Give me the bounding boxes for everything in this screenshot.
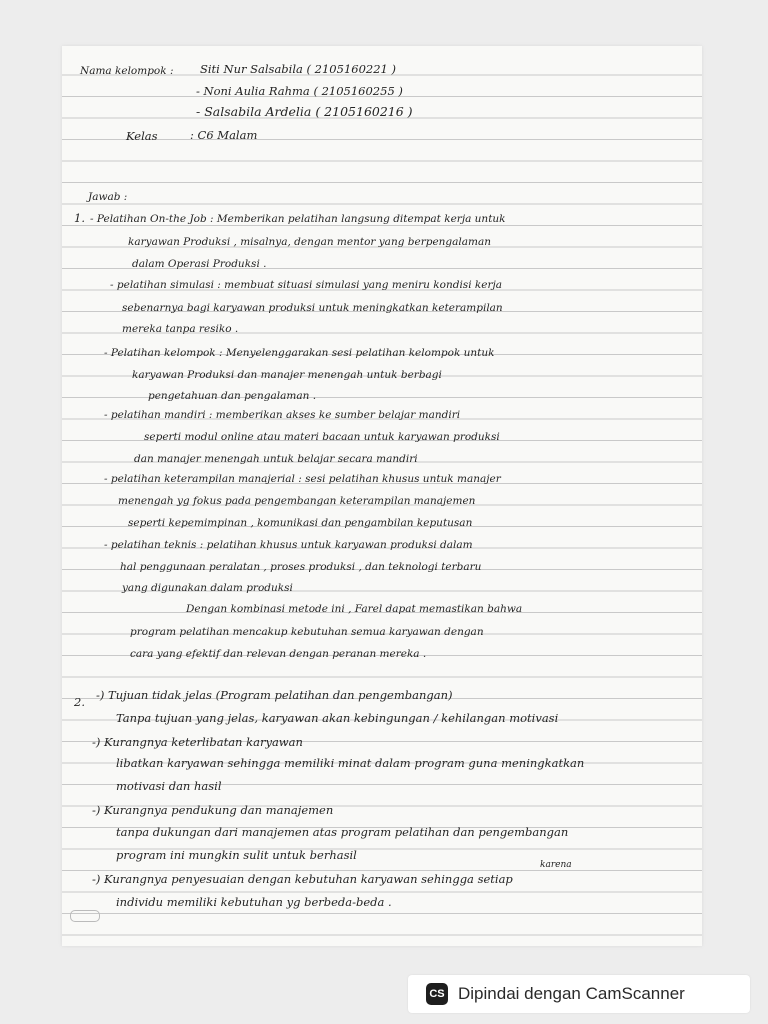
s1-line: program pelatihan mencakup kebutuhan semua karyawan dengan	[130, 626, 484, 638]
s1-line: dan manajer menengah untuk belajar secara mandiri	[134, 453, 418, 465]
answer-label: Jawab :	[88, 191, 128, 203]
camscanner-watermark	[408, 975, 750, 1013]
page-corner-mark	[70, 910, 100, 922]
s2-line: motivasi dan hasil	[116, 779, 222, 793]
s1-line: karyawan Produksi , misalnya, dengan mentor yang berpengalaman	[128, 236, 491, 248]
s1-line: karyawan Produksi dan manajer menengah untuk berbagi	[132, 369, 442, 381]
s2-line: -) Kurangnya penyesuaian dengan kebutuhan karyawan sehingga setiap	[92, 872, 513, 886]
s1-line: - pelatihan teknis : pelatihan khusus untuk karyawan produksi dalam	[104, 539, 473, 551]
s2-line: tanpa dukungan dari manajemen atas program pelatihan dan pengembangan	[116, 825, 569, 839]
s2-line: Tanpa tujuan yang jelas, karyawan akan kebingungan / kehilangan motivasi	[116, 711, 559, 725]
team-label: Nama kelompok :	[80, 65, 174, 77]
class-label: Kelas	[126, 129, 158, 143]
class-value: : C6 Malam	[190, 128, 258, 142]
s1-line: - pelatihan keterampilan manajerial : sesi pelatihan khusus untuk manajer	[104, 473, 501, 485]
s1-line: seperti modul online atau materi bacaan untuk karyawan produksi	[144, 431, 500, 443]
s1-line: hal penggunaan peralatan , proses produksi , dan teknologi terbaru	[120, 561, 482, 573]
s1-line: - pelatihan simulasi : membuat situasi simulasi yang meniru kondisi kerja	[110, 279, 502, 291]
member-2: - Noni Aulia Rahma ( 2105160255 )	[196, 84, 403, 98]
s2-line: program ini mungkin sulit untuk berhasil	[116, 848, 357, 862]
s1-line: menengah yg fokus pada pengembangan keterampilan manajemen	[118, 495, 476, 507]
member-3: - Salsabila Ardelia ( 2105160216 )	[196, 104, 413, 119]
s1-line: - Pelatihan On-the Job : Memberikan pelatihan langsung ditempat kerja untuk	[90, 213, 506, 225]
s1-line: dalam Operasi Produksi .	[132, 258, 267, 270]
s2-line: libatkan karyawan sehingga memiliki minat dalam program guna meningkatkan	[116, 756, 585, 770]
s2-line: individu memiliki kebutuhan yg berbeda-beda .	[116, 895, 392, 909]
watermark-text: Dipindai dengan CamScanner	[458, 984, 685, 1003]
s1-line: seperti kepemimpinan , komunikasi dan pengambilan keputusan	[128, 517, 473, 529]
s1-line: - Pelatihan kelompok : Menyelenggarakan sesi pelatihan kelompok untuk	[104, 347, 495, 359]
s1-line: Dengan kombinasi metode ini , Farel dapat memastikan bahwa	[186, 603, 523, 615]
camscanner-logo-icon: CS	[426, 983, 448, 1005]
s1-line: yang digunakan dalam produksi	[122, 582, 293, 594]
s2-line: -) Tujuan tidak jelas (Program pelatihan dan pengembangan)	[96, 688, 453, 702]
section-2-number: 2.	[74, 695, 85, 709]
s2-line: -) Kurangnya keterlibatan karyawan	[92, 735, 303, 749]
s1-line: pengetahuan dan pengalaman .	[148, 390, 317, 402]
s1-line: sebenarnya bagi karyawan produksi untuk meningkatkan keterampilan	[122, 302, 503, 314]
correction-note: karena	[540, 860, 572, 870]
s1-line: cara yang efektif dan relevan dengan peranan mereka .	[130, 648, 427, 660]
s2-line: -) Kurangnya pendukung dan manajemen	[92, 803, 334, 817]
s1-line: mereka tanpa resiko .	[122, 323, 239, 335]
member-1: Siti Nur Salsabila ( 2105160221 )	[200, 62, 396, 76]
section-1-number: 1.	[74, 211, 85, 225]
s1-line: - pelatihan mandiri : memberikan akses ke sumber belajar mandiri	[104, 409, 461, 421]
